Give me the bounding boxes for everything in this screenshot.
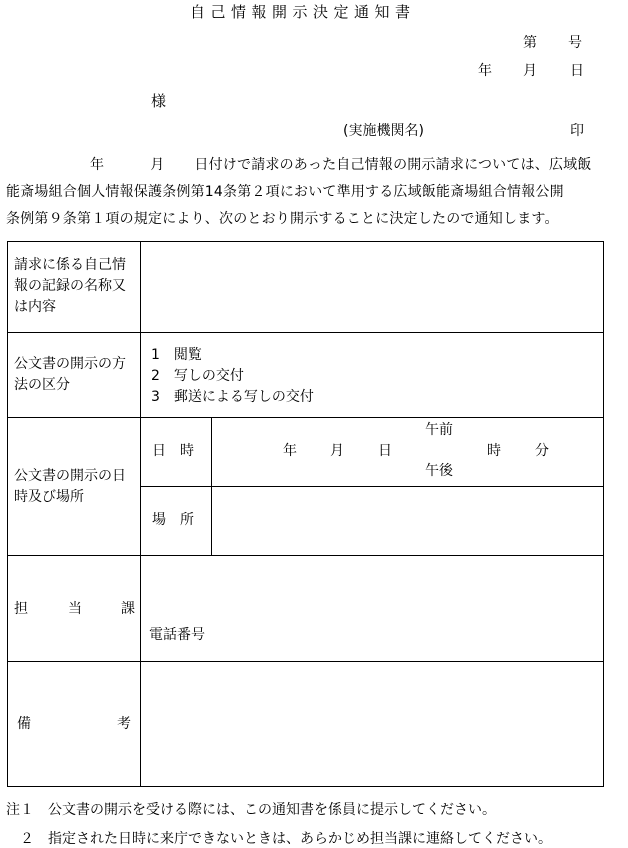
method-option: 1 閲覧 bbox=[151, 347, 202, 363]
implementing-agency-label: (実施機関名) bbox=[343, 123, 424, 139]
table-border-bottom bbox=[7, 786, 604, 787]
datetime-month: 月 bbox=[330, 443, 344, 459]
addressee-honorific: 様 bbox=[151, 92, 167, 110]
table-column-divider bbox=[140, 241, 141, 787]
pm-label: 午後 bbox=[425, 463, 453, 479]
request-record-label: 請求に係る自己情報の記録の名称又は内容 bbox=[14, 257, 126, 315]
phone-number-label: 電話番号 bbox=[149, 627, 205, 643]
table-row-divider bbox=[7, 417, 604, 418]
document-title: 自己情報開示決定通知書 bbox=[190, 3, 416, 21]
note-1: 注１ 公文書の開示を受ける際には、この通知書を係員に提示してください。 bbox=[6, 802, 496, 818]
disclosure-method-label: 公文書の開示の方法の区分 bbox=[14, 356, 126, 393]
remarks-label-char-1: 備 bbox=[17, 716, 31, 732]
datetime-sublabel: 日 時 bbox=[152, 443, 194, 459]
am-label: 午前 bbox=[425, 422, 453, 438]
department-label-char-1: 担 bbox=[14, 601, 28, 617]
method-option: 3 郵送による写しの交付 bbox=[151, 389, 314, 405]
issue-date-day: 日 bbox=[570, 63, 584, 79]
issue-date-month: 月 bbox=[523, 63, 537, 79]
department-label-char-2: 当 bbox=[68, 601, 82, 617]
table-row-divider bbox=[7, 555, 604, 556]
remarks-label-char-2: 考 bbox=[117, 716, 131, 732]
document-number-suffix: 号 bbox=[568, 35, 582, 51]
table-border-top bbox=[7, 241, 604, 242]
seal-mark: 印 bbox=[570, 123, 584, 139]
place-sublabel: 場 所 bbox=[152, 512, 194, 528]
issue-date-year: 年 bbox=[478, 63, 492, 79]
method-option: 2 写しの交付 bbox=[151, 368, 244, 384]
body-month: 月 bbox=[150, 157, 165, 173]
table-border-right bbox=[603, 241, 604, 787]
notice-body-line-2: 能斎場組合個人情報保護条例第14条第２項において準用する広域飯能斎場組合情報公開 bbox=[6, 184, 564, 200]
body-line-1-text: 日付けで請求のあった自己情報の開示請求については、広域飯 bbox=[194, 157, 592, 173]
datetime-hour: 時 bbox=[487, 443, 501, 459]
datetime-minute: 分 bbox=[535, 443, 549, 459]
notice-body-line-3: 条例第９条第１項の規定により、次のとおり開示することに決定したので通知します。 bbox=[6, 211, 559, 227]
department-label-char-3: 課 bbox=[121, 601, 135, 617]
document-number-prefix: 第 bbox=[523, 35, 537, 51]
disclosure-datetime-place-label: 公文書の開示の日時及び場所 bbox=[14, 468, 126, 505]
body-year: 年 bbox=[90, 157, 105, 173]
datetime-year: 年 bbox=[283, 443, 297, 459]
datetime-day: 日 bbox=[378, 443, 392, 459]
table-subcolumn-divider bbox=[211, 417, 212, 555]
notice-body bbox=[6, 152, 628, 233]
notice-body-line-1 bbox=[6, 152, 628, 179]
note-2: ２ 指定された日時に来庁できないときは、あらかじめ担当課に連絡してください。 bbox=[6, 831, 552, 847]
table-row-divider bbox=[7, 661, 604, 662]
disclosure-method-list bbox=[151, 345, 314, 408]
table-border-left bbox=[7, 241, 8, 787]
table-subrow-divider bbox=[140, 486, 604, 487]
table-row-divider bbox=[7, 332, 604, 333]
